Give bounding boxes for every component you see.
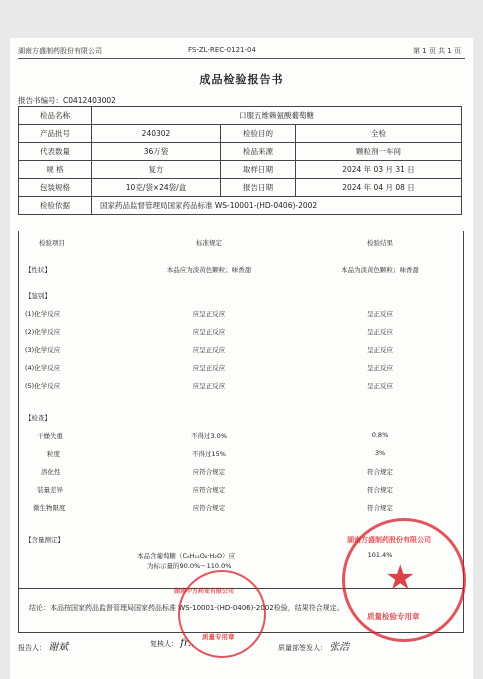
affiliate-seal-bottom-text: 质量专用章 xyxy=(202,633,235,641)
document-code: FS-ZL-REC-0121-04 xyxy=(188,46,256,54)
identification-item: (2)化学反应 xyxy=(25,328,61,336)
identification-standard: 应呈正反应 xyxy=(192,382,226,390)
test-standard: 应符合规定 xyxy=(192,468,226,476)
source-label: 检品来源 xyxy=(221,143,296,161)
spec-label: 规 格 xyxy=(19,161,92,179)
assay-standard-line1: 本品含葡萄糖（C₆H₁₂O₆·H₂O）应 xyxy=(137,552,236,560)
product-name-label: 检品名称 xyxy=(19,107,92,125)
identification-result: 呈正反应 xyxy=(367,310,393,318)
packaging-label: 包装规格 xyxy=(19,179,92,197)
source-value: 颗粒剂一车间 xyxy=(296,143,462,161)
test-standard: 不得过3.0% xyxy=(190,432,227,440)
approver-sign: 张浩 xyxy=(329,642,350,653)
quality-seal-text: 质量检验专用章 xyxy=(367,612,420,621)
test-item: 装量差异 xyxy=(37,486,63,494)
sampling-date-value: 2024 年 03 月 31 日 xyxy=(296,161,462,179)
quantity-label: 代表数量 xyxy=(19,143,92,161)
test-standard: 应符合规定 xyxy=(192,486,226,494)
header-divider xyxy=(18,58,465,59)
reporter-sign: 谢斌 xyxy=(48,642,69,653)
test-standard: 不得过15% xyxy=(192,450,226,458)
company-seal xyxy=(342,518,466,642)
identification-result: 呈正反应 xyxy=(367,382,393,390)
identification-result: 呈正反应 xyxy=(367,364,393,372)
reviewer-sign: fr.. xyxy=(180,638,194,649)
appearance-heading: 【性状】 xyxy=(25,266,51,274)
report-number: 报告书编号：C0412403002 xyxy=(18,96,116,105)
test-result: 符合规定 xyxy=(367,504,393,512)
reviewer-label: 复核人： xyxy=(150,640,178,648)
report-page xyxy=(10,38,473,679)
page-title: 成品检验报告书 xyxy=(199,73,284,86)
info-table xyxy=(18,106,462,215)
test-result: 0.8% xyxy=(371,431,389,439)
identification-item: (4)化学反应 xyxy=(25,364,61,372)
column-item-header: 检验项目 xyxy=(39,239,65,247)
column-standard-header: 标准规定 xyxy=(196,239,222,247)
spec-value: 复方 xyxy=(92,161,221,179)
batch-label: 产品批号 xyxy=(19,125,92,143)
identification-standard: 应呈正反应 xyxy=(192,310,226,318)
basis-value: 国家药品监督管理局国家药品标准 WS-10001-(HD-0406)-2002 xyxy=(92,197,462,215)
page-info: 第 1 页 共 1 页 xyxy=(412,47,461,55)
test-standard: 应符合规定 xyxy=(192,504,226,512)
basis-label: 检验依据 xyxy=(19,197,92,215)
purpose-value: 全检 xyxy=(296,125,462,143)
quantity-value: 36万袋 xyxy=(92,143,221,161)
identification-standard: 应呈正反应 xyxy=(192,364,226,372)
identification-item: (1)化学反应 xyxy=(25,310,61,318)
company-name: 湖南方盛制药股份有限公司 xyxy=(18,47,102,55)
identification-heading: 【鉴别】 xyxy=(25,292,51,300)
report-date-label: 报告日期 xyxy=(221,179,296,197)
identification-item: (3)化学反应 xyxy=(25,346,61,354)
appearance-standard: 本品应为淡黄色颗粒；味香甜 xyxy=(166,266,252,274)
affiliate-seal-text: 湖南中方药业有限公司 xyxy=(174,588,235,595)
assay-heading: 【含量测定】 xyxy=(25,536,64,544)
test-item: 微生物限度 xyxy=(33,504,66,512)
assay-standard-line2: 为标示量的90.0%～110.0% xyxy=(147,562,232,570)
column-result-header: 检验结果 xyxy=(367,239,393,247)
identification-result: 呈正反应 xyxy=(367,346,393,354)
appearance-result: 本品为淡黄色颗粒；味香甜 xyxy=(341,266,419,274)
report-date-value: 2024 年 04 月 08 日 xyxy=(296,179,462,197)
identification-result: 呈正反应 xyxy=(367,328,393,336)
conclusion-text: 结论：本品按国家药品监督管理局国家药品标准 WS-10001-(HD-0406)-2002检验，结果符合规定。 xyxy=(29,604,344,612)
assay-result: 101.4% xyxy=(367,551,393,559)
purpose-label: 检验目的 xyxy=(221,125,296,143)
batch-value: 240302 xyxy=(92,125,221,143)
packaging-value: 10克/袋×24袋/盒 xyxy=(92,179,221,197)
approver-label: 质量部签发人： xyxy=(278,644,327,652)
identification-standard: 应呈正反应 xyxy=(192,346,226,354)
test-item: 溶化性 xyxy=(41,468,61,476)
reporter-label: 报告人： xyxy=(18,644,46,652)
sampling-date-label: 取样日期 xyxy=(221,161,296,179)
test-result: 符合规定 xyxy=(367,486,393,494)
affiliate-seal xyxy=(174,570,266,658)
test-item: 干燥失重 xyxy=(37,432,63,440)
approver-signature xyxy=(278,638,349,653)
test-result: 符合规定 xyxy=(367,468,393,476)
product-name: 口服五维赖氨酸葡萄糖 xyxy=(92,107,462,125)
reporter-signature xyxy=(18,638,68,653)
tests-heading: 【检查】 xyxy=(25,414,51,422)
test-result: 3% xyxy=(374,449,386,457)
company-seal-text: 湖南方盛制药股份有限公司 xyxy=(347,536,431,544)
test-item: 粒度 xyxy=(47,450,60,458)
seal-star-icon: ★ xyxy=(385,558,416,598)
identification-standard: 应呈正反应 xyxy=(192,328,226,336)
identification-item: (5)化学反应 xyxy=(25,382,61,390)
